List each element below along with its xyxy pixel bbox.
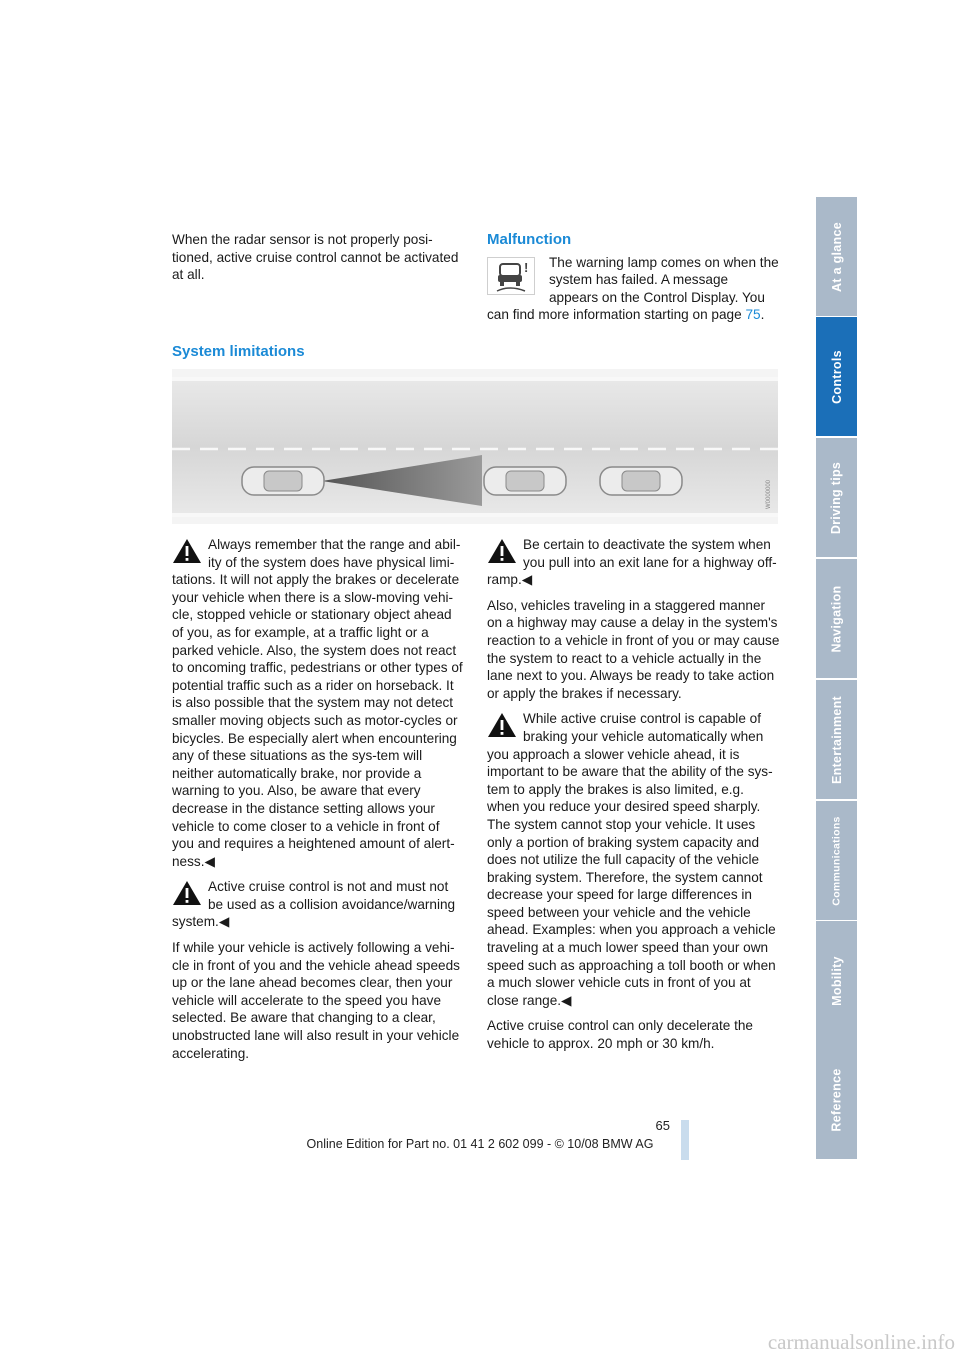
tab-label: Mobility (829, 955, 844, 1006)
tab-label: Navigation (829, 585, 844, 652)
tab-navigation[interactable] (816, 559, 857, 678)
warning-range-text: Always remember that the range and abil-ity of the system does have physical limi-tations. It will not apply the brakes or decelerate your vehicle when there is a slow-moving vehi-cle, stopped vehicle or stationary object ahead of you, as for example, at a traffic light or a parked vehicle. Also, the system does not react to oncoming traffic, pedestrians or other types of potential traffic such as a rider on horseback. It is also possible that the system may not detect smaller moving objects such as motor-cycles or bicycles. Be especially alert when encountering any of these situations as the sys-tem will neither automatically brake, nor provide a warning to you. Also, be aware that every decrease in the distance setting allows your vehicle to come closer to a vehicle in front of you and requires a heightened amount of alert-ness.◀ (172, 537, 463, 869)
warning-triangle-icon (172, 880, 202, 906)
tab-at-a-glance[interactable] (816, 197, 857, 316)
tab-label: Reference (829, 1067, 844, 1132)
car-ahead (484, 467, 566, 495)
tab-entertainment[interactable] (816, 680, 857, 799)
car-far-ahead (600, 467, 682, 495)
tab-mobility[interactable] (816, 921, 857, 1040)
tab-communications[interactable] (816, 801, 857, 920)
chapter-tabs (816, 197, 857, 1159)
own-car (242, 467, 324, 495)
malfunction-heading: Malfunction (487, 231, 572, 248)
deceleration-limit-paragraph: Active cruise control can only decelerate the vehicle to approx. 20 mph or 30 km/h. (487, 1018, 753, 1052)
warning-braking-limits (487, 710, 780, 1009)
cruise-control-warning-icon (487, 257, 535, 295)
watermark: carmanualsonline.info (767, 1330, 955, 1354)
warning-triangle-icon (487, 712, 517, 738)
tab-label: Communications (830, 815, 843, 906)
figure-code: W0000000 (766, 479, 772, 509)
tab-label: Driving tips (829, 461, 844, 534)
footer-edition: Online Edition for Part no. 01 41 2 602 099 - © 10/08 BMW AG (306, 1137, 654, 1151)
warning-triangle-icon (172, 538, 202, 564)
malfunction-description: The warning lamp comes on when the system has failed. A message appears on the Control Display. You can find more information starting on page (487, 254, 779, 323)
intro-column (172, 231, 464, 292)
warning-not-collision-system (172, 878, 464, 931)
page-number: 65 (655, 1118, 670, 1133)
warning-range-limits (172, 536, 464, 870)
svg-text:!: ! (524, 259, 529, 275)
tab-label: Entertainment (829, 695, 844, 784)
tab-driving-tips[interactable] (816, 438, 857, 557)
malfunction-text (487, 254, 780, 324)
warning-braking-text: While active cruise control is capable of braking your vehicle automatically when you approach a slower vehicle ahead, it is important to be aware that the ability of the sys-tem to apply the brakes is also limited, e.g. when you reduce your desired speed sharply. The system cannot stop your vehicle. It uses only a portion of braking system capacity and does not utilize the full capacity of the vehicle braking system. Therefore, the system cannot decrease your speed for large differences in speed between your vehicle and the vehicle ahead. Examples: when you approach a vehicle traveling at a much lower speed than your own speed such as approaching a toll booth or when a much slower vehicle cuts in front of you at close range.◀ (487, 711, 776, 1008)
radar-sensor-paragraph: When the radar sensor is not properly posi-tioned, active cruise control cannot be activated at all. (172, 232, 459, 283)
radar-range-illustration (172, 369, 778, 524)
acceleration-paragraph: If while your vehicle is actively following a vehi-cle in front of you and the vehicle ahead speeds up or the lane ahead becomes clear, then your vehicle will accelerate to the speed you have selected. Be aware that changing to a clear, unobstructed lane will also result in your vehicle accelerating. (172, 940, 460, 1061)
right-text-column (487, 536, 780, 1061)
warning-exit-lane (487, 536, 780, 589)
system-limitations-heading: System limitations (172, 343, 305, 360)
warning-triangle-icon (487, 538, 517, 564)
tab-label: Controls (829, 349, 844, 404)
staggered-vehicles-paragraph: Also, vehicles traveling in a staggered manner on a highway may cause a delay in the system's reaction to a vehicle in front of you or may cause the system to react to a vehicle actually in the lane next to you. Always be ready to take action or apply the brakes if necessary. (487, 597, 780, 701)
page-75-link[interactable]: 75 (745, 307, 761, 323)
warning-collision-text: Active cruise control is not and must not be used as a collision avoidance/warning system.◀ (172, 879, 456, 930)
malfunction-section (487, 231, 780, 324)
tab-controls[interactable] (816, 317, 857, 436)
tab-label: At a glance (829, 221, 844, 292)
warning-exit-lane-text: Be certain to deactivate the system when you pull into an exit lane for a highway off-ramp.◀ (487, 537, 777, 588)
left-text-column (172, 536, 464, 1070)
malfunction-period: . (760, 307, 765, 323)
